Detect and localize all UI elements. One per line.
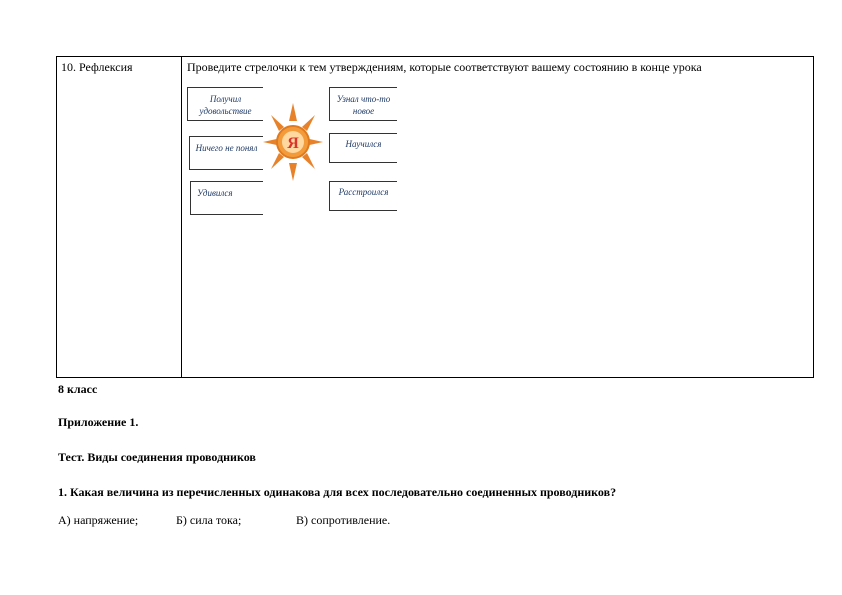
answer-c: В) сопротивление. [296,513,391,527]
grade-label: 8 класс [58,382,98,396]
card-understood-nothing [189,136,263,170]
card-text: Удивился [197,188,233,198]
card-text: Расстроился [338,187,389,197]
card-surprised [190,181,263,215]
table-divider [181,57,182,377]
card-text: Узнал что-то [336,94,391,104]
answer-b: Б) сила тока; [176,513,242,527]
step-label: 10. Рефлексия [61,60,133,74]
card-upset [329,181,397,211]
sun-letter: Я [287,135,299,152]
card-text: Получил [209,94,242,104]
card-text: Научился [345,139,382,149]
reflection-instruction: Проведите стрелочки к тем утверждениям, которые соответствуют вашему состоянию в конце урока [187,60,702,74]
answer-a: А) напряжение; [58,513,139,527]
sun-icon [263,103,323,181]
card-text: удовольствие [199,106,252,116]
card-text: новое [352,106,375,116]
card-got-pleasure [187,87,263,121]
appendix-label: Приложение 1. [58,415,139,429]
reflection-table [56,56,814,378]
card-learned-new [329,87,397,121]
question-1: 1. Какая величина из перечисленных одинакова для всех последовательно соединенных проводников? [58,485,617,499]
card-text: Ничего не понял [195,143,258,153]
card-learned-to [329,133,397,163]
answer-options [58,513,390,528]
test-title: Тест. Виды соединения проводников [58,450,256,464]
